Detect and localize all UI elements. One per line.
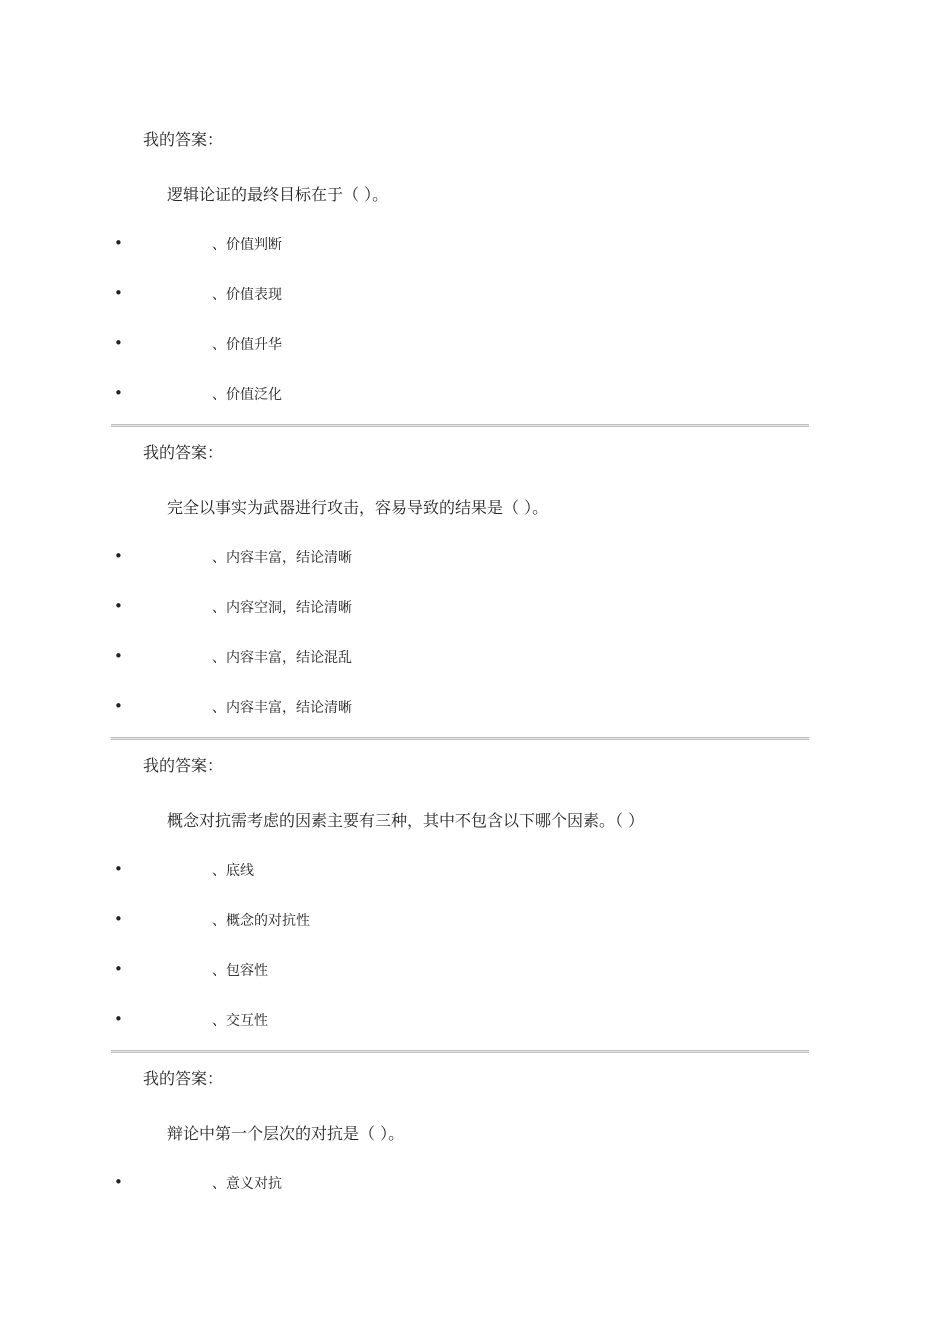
bullet-icon: • <box>114 647 123 665</box>
option-item[interactable]: 、内容空洞，结论清晰 <box>212 600 352 616</box>
option-item[interactable]: 、价值泛化 <box>212 387 282 403</box>
option-item[interactable]: 、包容性 <box>212 963 268 979</box>
option-item[interactable]: 、内容丰富，结论清晰 <box>212 700 352 716</box>
bullet-icon: • <box>114 597 123 615</box>
option-item[interactable]: 、底线 <box>212 863 254 879</box>
option-item[interactable]: 、内容丰富，结论混乱 <box>212 650 352 666</box>
option-item[interactable]: 、价值表现 <box>212 287 282 303</box>
option-item[interactable]: 、概念的对抗性 <box>212 913 310 929</box>
section-divider <box>111 1050 809 1053</box>
option-item[interactable]: 、内容丰富，结论清晰 <box>212 550 352 566</box>
option-item[interactable]: 、意义对抗 <box>212 1176 282 1192</box>
bullet-icon: • <box>114 860 123 878</box>
bullet-icon: • <box>114 547 123 565</box>
answer-label: 我的答案： <box>143 130 224 149</box>
bullet-icon: • <box>114 1173 123 1191</box>
answer-label: 我的答案： <box>143 1069 224 1088</box>
option-item[interactable]: 、价值判断 <box>212 237 282 253</box>
option-item[interactable]: 、交互性 <box>212 1013 268 1029</box>
section-divider <box>111 737 809 740</box>
question-text: 完全以事实为武器进行攻击，容易导致的结果是（ ）。 <box>167 498 549 517</box>
bullet-icon: • <box>114 910 123 928</box>
question-text: 辩论中第一个层次的对抗是（ ）。 <box>167 1124 405 1143</box>
question-text: 概念对抗需考虑的因素主要有三种，其中不包含以下哪个因素。（ ） <box>167 811 645 830</box>
answer-label: 我的答案： <box>143 756 224 775</box>
bullet-icon: • <box>114 234 123 252</box>
bullet-icon: • <box>114 697 123 715</box>
option-item[interactable]: 、价值升华 <box>212 337 282 353</box>
bullet-icon: • <box>114 960 123 978</box>
bullet-icon: • <box>114 1010 123 1028</box>
answer-label: 我的答案： <box>143 443 224 462</box>
bullet-icon: • <box>114 334 123 352</box>
bullet-icon: • <box>114 384 123 402</box>
bullet-icon: • <box>114 284 123 302</box>
section-divider <box>111 424 809 427</box>
question-text: 逻辑论证的最终目标在于（ ）。 <box>167 185 389 204</box>
